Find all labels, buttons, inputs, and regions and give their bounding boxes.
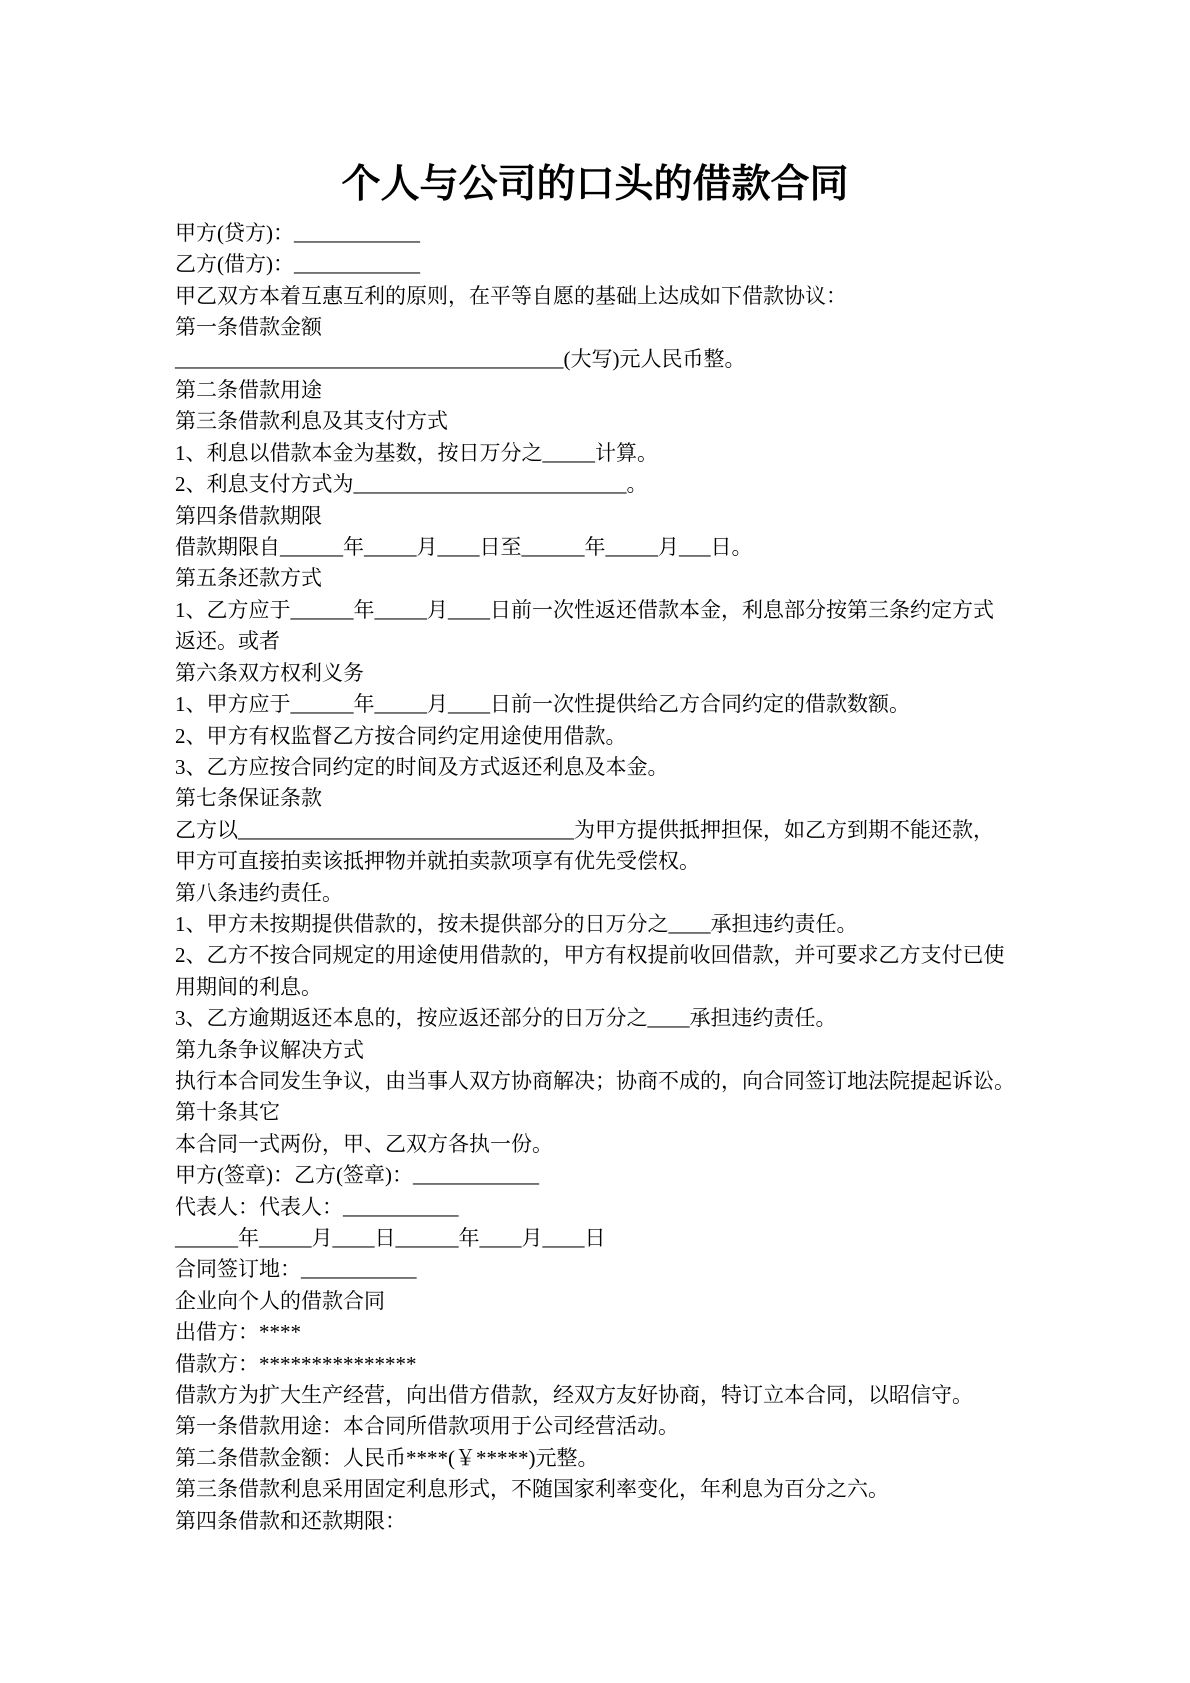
line-article4-heading: 第四条借款期限	[175, 503, 322, 528]
line-article10-heading: 第十条其它	[175, 1100, 280, 1125]
line-second-article1: 第一条借款用途：本合同所借款项用于公司经营活动。	[175, 1414, 679, 1439]
line-second-article2: 第二条借款金额：人民币****(￥*****)元整。	[175, 1445, 599, 1470]
line-article3-item1: 1、利息以借款本金为基数，按日万分之_____计算。	[175, 440, 658, 465]
line-article10-body: 本合同一式两份，甲、乙双方各执一份。	[175, 1131, 553, 1156]
line-article9-body: 执行本合同发生争议，由当事人双方协商解决；协商不成的，向合同签订地法院提起诉讼。	[175, 1068, 1015, 1093]
line-article1-heading: 第一条借款金额	[175, 315, 322, 340]
line-article7-body-a: 乙方以________________________________为甲方提供抵押担保，如乙方到期不能还款，	[175, 817, 994, 842]
line-second-preamble: 借款方为扩大生产经营，向出借方借款，经双方友好协商，特订立本合同，以昭信守。	[175, 1383, 973, 1408]
line-article8-item2b: 用期间的利息。	[175, 974, 322, 999]
line-article6-item2: 2、甲方有权监督乙方按合同约定用途使用借款。	[175, 723, 627, 748]
line-article6-heading: 第六条双方权利义务	[175, 660, 364, 685]
line-article5-heading: 第五条还款方式	[175, 566, 322, 591]
line-article2-heading: 第二条借款用途	[175, 378, 322, 403]
line-representatives: 代表人：代表人：___________	[175, 1194, 459, 1219]
document-body	[175, 218, 1055, 1537]
line-second-contract-title: 企业向个人的借款合同	[175, 1288, 385, 1313]
line-article8-item2a: 2、乙方不按合同规定的用途使用借款的，甲方有权提前收回借款，并可要求乙方支付已使	[175, 943, 1005, 968]
line-second-article3: 第三条借款利息采用固定利息形式，不随国家利率变化，年利息为百分之六。	[175, 1477, 889, 1502]
line-article6-item3: 3、乙方应按合同约定的时间及方式返还利息及本金。	[175, 754, 669, 779]
line-article8-item1: 1、甲方未按期提供借款的，按未提供部分的日万分之____承担违约责任。	[175, 911, 858, 936]
line-lender: 出借方：****	[175, 1320, 301, 1345]
line-party-b: 乙方(借方)：____________	[175, 252, 420, 277]
line-article8-item3: 3、乙方逾期返还本息的，按应返还部分的日万分之____承担违约责任。	[175, 1006, 837, 1031]
line-signing-place: 合同签订地：___________	[175, 1257, 417, 1282]
line-party-a: 甲方(贷方)：____________	[175, 221, 420, 245]
line-article3-item2: 2、利息支付方式为__________________________。	[175, 472, 648, 497]
line-article7-body-b: 甲方可直接拍卖该抵押物并就拍卖款项享有优先受偿权。	[175, 849, 700, 874]
line-signature-dates: ______年_____月____日______年____月____日	[175, 1226, 606, 1250]
line-signature-seals: 甲方(签章)：乙方(签章)：____________	[175, 1163, 539, 1188]
line-borrower: 借款方：***************	[175, 1351, 417, 1376]
line-amount-blank: _____________________________________(大写)元人民币整。	[175, 346, 746, 371]
line-second-article4: 第四条借款和还款期限：	[175, 1508, 406, 1533]
line-article8-heading: 第八条违约责任。	[175, 880, 343, 905]
line-article5-item1a: 1、乙方应于______年_____月____日前一次性返还借款本金，利息部分按第三条约定方式	[175, 597, 994, 622]
line-article5-item1b: 返还。或者	[175, 629, 280, 654]
line-preamble: 甲乙双方本着互惠互利的原则，在平等自愿的基础上达成如下借款协议：	[175, 283, 847, 308]
line-article3-heading: 第三条借款利息及其支付方式	[175, 409, 448, 434]
line-article6-item1: 1、甲方应于______年_____月____日前一次性提供给乙方合同约定的借款数额。	[175, 692, 910, 717]
line-article7-heading: 第七条保证条款	[175, 786, 322, 811]
document-title: 个人与公司的口头的借款合同	[341, 163, 849, 206]
line-loan-term: 借款期限自______年_____月____日至______年_____月___日。	[175, 535, 753, 560]
line-article9-heading: 第九条争议解决方式	[175, 1037, 364, 1062]
